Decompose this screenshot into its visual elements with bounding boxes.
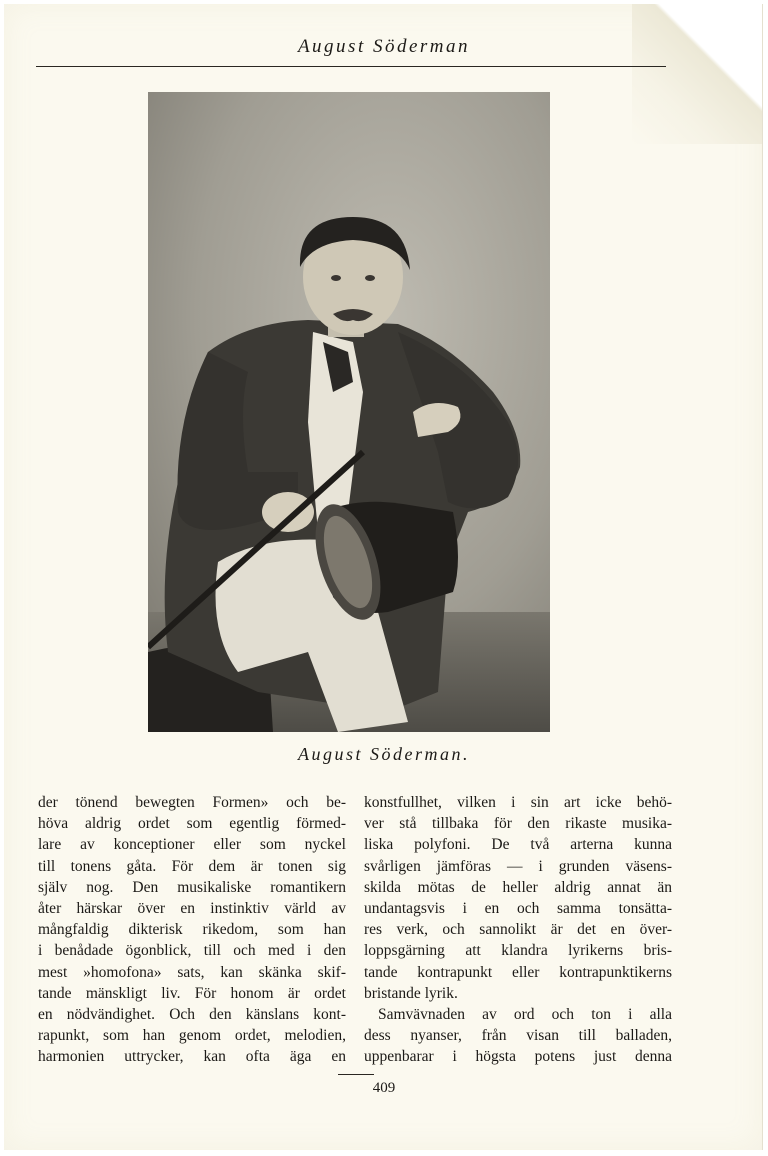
text-line: tande mänskligt liv. För honom är ordet (38, 984, 346, 1002)
portrait-photo-icon (148, 92, 550, 732)
folded-corner (632, 4, 762, 144)
text-line: Samvävnaden av ord och ton i alla (378, 1006, 672, 1024)
page-number: 409 (372, 1080, 396, 1096)
text-line: svårligen jämföras — i grunden väsens- (364, 857, 672, 875)
text-line: till tonens gåta. För dem är tonen sig (38, 857, 346, 875)
text-line: uppenbarar i högsta potens just denna (364, 1048, 672, 1066)
text-line: en nödvändighet. Och den känslans kont- (38, 1006, 346, 1024)
text-line: der tönend bewegten Formen» och be- (38, 794, 346, 811)
header-rule (36, 66, 666, 67)
text-line: bristande lyrik. (364, 984, 458, 1002)
text-line: res verk, och sannolikt är det en över- (364, 921, 672, 939)
text-line: höva aldrig ordet som egentlig förmed- (38, 815, 346, 833)
text-line: rapunkt, som han genom ordet, melodien, (38, 1027, 346, 1045)
text-line: åter härskar över en instinktiv värld av (38, 900, 346, 918)
right-column (364, 792, 672, 1068)
text-line: liska polyfoni. De två arterna kunna (364, 836, 672, 854)
text-line: harmonien uttrycker, kan ofta äga en (38, 1048, 346, 1066)
footer-rule (338, 1074, 374, 1075)
running-head: August Söderman (297, 36, 471, 57)
text-line: själv nog. Den musikaliske romantikern (38, 878, 346, 896)
text-line: mångfaldig dikterisk rikedom, som han (38, 921, 346, 939)
text-line: lare av konceptioner eller som nyckel (38, 836, 346, 854)
left-column (38, 792, 346, 1068)
text-line: tande kontrapunkt eller kontrapunktikerns (364, 963, 672, 981)
text-line: i benådade ögonblick, till och med i den (38, 942, 346, 960)
text-line: ver stå tillbaka för den rikaste musika- (364, 815, 672, 833)
portrait-photo (148, 92, 550, 732)
photo-caption: August Söderman. (298, 744, 470, 764)
text-line: loppsgärning att klandra lyrikerns bris- (364, 942, 672, 960)
text-line: skilda mötas de heller aldrig annat än (364, 878, 672, 896)
text-line: undantagsvis i en och samma tonsätta- (364, 900, 672, 918)
text-line: dess nyanser, från visan till balladen, (364, 1027, 672, 1045)
text-line: konstfullhet, vilken i sin art icke behö- (364, 794, 672, 811)
text-line: mest »homofona» sats, kan skänka skif- (38, 963, 346, 981)
